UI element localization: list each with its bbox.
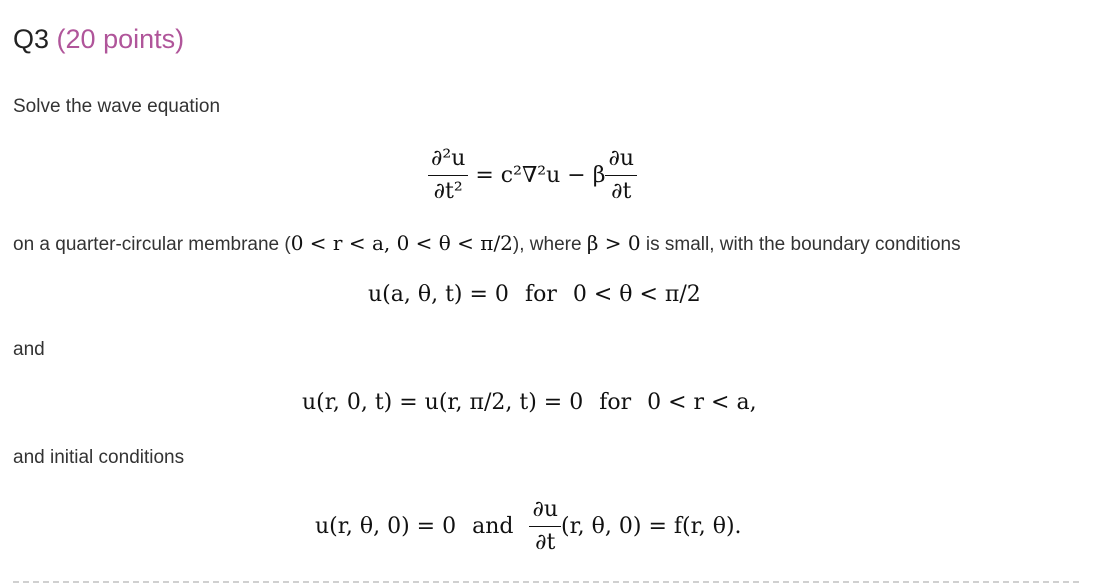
region-math: 0 < r < a, 0 < θ < π/2 xyxy=(290,231,513,255)
initial-conditions xyxy=(315,494,742,559)
bc1-lhs: u(a, θ, t) = 0 xyxy=(368,282,509,307)
fraction-denominator: ∂t xyxy=(605,175,637,208)
bc1-condition: 0 < θ < π/2 xyxy=(572,282,701,307)
question-number: Q3 xyxy=(13,24,50,54)
du-dt-fraction xyxy=(605,143,637,208)
boundary-condition-1 xyxy=(368,282,701,307)
bc2-lhs: u(r, 0, t) = u(r, π/2, t) = 0 xyxy=(302,390,584,415)
du-dt-fraction xyxy=(529,494,561,559)
bc2-condition: 0 < r < a, xyxy=(647,390,757,415)
membrane-prefix: on a quarter-circular membrane ( xyxy=(13,234,291,255)
d2u-dt2-fraction xyxy=(428,143,468,208)
ic-and: and xyxy=(472,514,514,539)
fraction-denominator: ∂t² xyxy=(428,175,468,208)
fraction-numerator: ∂u xyxy=(608,146,634,171)
membrane-mid: ), where xyxy=(512,234,587,255)
fraction-numerator: ∂u xyxy=(532,497,558,522)
wave-rhs: = c²∇²u − β xyxy=(475,163,606,188)
wave-equation xyxy=(428,143,637,208)
and-text: and xyxy=(13,339,45,360)
fraction-denominator: ∂t xyxy=(529,526,561,559)
question-points: (20 points) xyxy=(56,24,185,54)
ic-rest: (r, θ, 0) = f(r, θ). xyxy=(561,514,742,539)
initial-conditions-text: and initial conditions xyxy=(13,447,185,468)
solve-text: Solve the wave equation xyxy=(13,96,221,117)
beta-math: β > 0 xyxy=(586,231,641,255)
question-title xyxy=(13,24,184,55)
bc2-for: for xyxy=(599,390,632,415)
section-divider xyxy=(13,581,1079,583)
fraction-numerator: ∂²u xyxy=(431,146,466,171)
bc1-for: for xyxy=(524,282,557,307)
boundary-condition-2 xyxy=(302,390,757,415)
ic-first: u(r, θ, 0) = 0 xyxy=(315,514,457,539)
membrane-suffix: is small, with the boundary conditions xyxy=(640,234,961,255)
membrane-text xyxy=(13,231,961,256)
